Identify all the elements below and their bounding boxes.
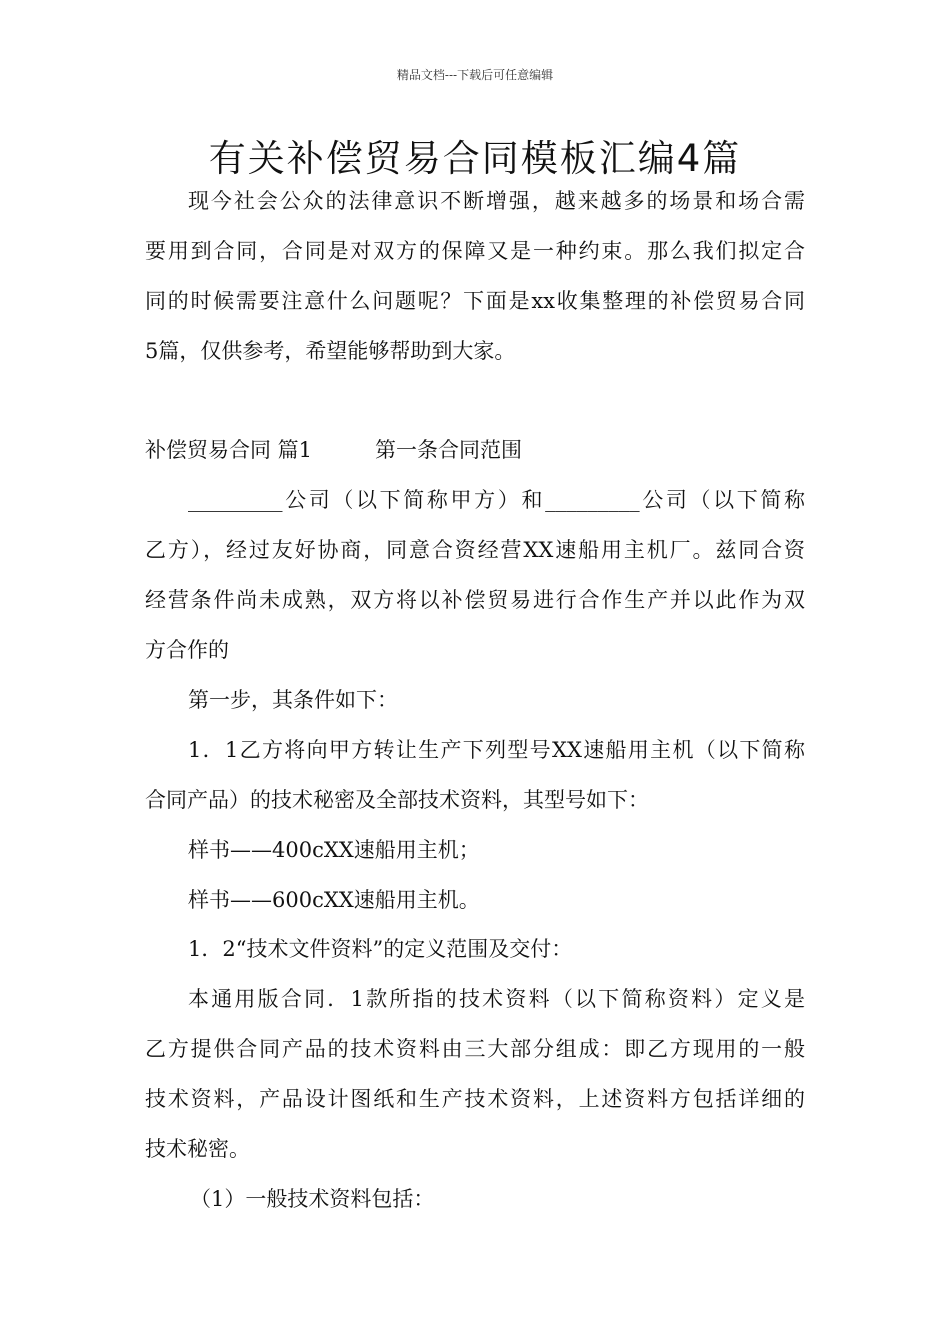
- clause-1-1-line-1: 1．1乙方将向甲方转让生产下列型号XX速船用主机（以下简称: [188, 738, 805, 762]
- definition-line-4: 技术秘密。: [145, 1137, 250, 1161]
- clause-1-2-line: 1．2“技术文件资料”的定义范围及交付：: [188, 937, 573, 961]
- section-heading: 补偿贸易合同 篇1 第一条合同范围: [145, 438, 523, 462]
- header-watermark-note: 精品文档---下载后可任意编辑: [396, 68, 554, 82]
- intro-line-2: 要用到合同，合同是对双方的保障又是一种约束。那么我们拟定合: [145, 239, 805, 263]
- model-line-2: 样书——600cXX速船用主机。: [188, 888, 480, 912]
- definition-line-3: 技术资料，产品设计图纸和生产技术资料，上述资料方包括详细的: [145, 1087, 805, 1111]
- sub-item-line: （1）一般技术资料包括：: [190, 1187, 435, 1211]
- paragraph1-line-2: 乙方），经过友好协商，同意合资经营XX速船用主机厂。兹同合资: [145, 538, 805, 562]
- document-title: 有关补偿贸易合同模板汇编4篇: [208, 137, 742, 180]
- clause-1-1-line-2: 合同产品）的技术秘密及全部技术资料，其型号如下：: [145, 788, 649, 812]
- model-line-1: 样书——400cXX速船用主机；: [188, 838, 480, 862]
- intro-line-1: 现今社会公众的法律意识不断增强，越来越多的场景和场合需: [188, 189, 805, 213]
- paragraph1-line-1: _________公司（以下简称甲方）和_________公司（以下简称: [188, 488, 805, 512]
- definition-line-1: 本通用版合同．1款所指的技术资料（以下简称资料）定义是: [188, 987, 805, 1011]
- step-one-line: 第一步，其条件如下：: [188, 688, 398, 712]
- definition-line-2: 乙方提供合同产品的技术资料由三大部分组成：即乙方现用的一般: [145, 1037, 805, 1061]
- paragraph1-line-3: 经营条件尚未成熟，双方将以补偿贸易进行合作生产并以此作为双: [145, 588, 805, 612]
- intro-line-4: 5篇，仅供参考，希望能够帮助到大家。: [145, 339, 516, 363]
- intro-line-3: 同的时候需要注意什么问题呢？下面是xx收集整理的补偿贸易合同: [145, 289, 805, 313]
- paragraph1-line-4: 方合作的: [145, 638, 229, 662]
